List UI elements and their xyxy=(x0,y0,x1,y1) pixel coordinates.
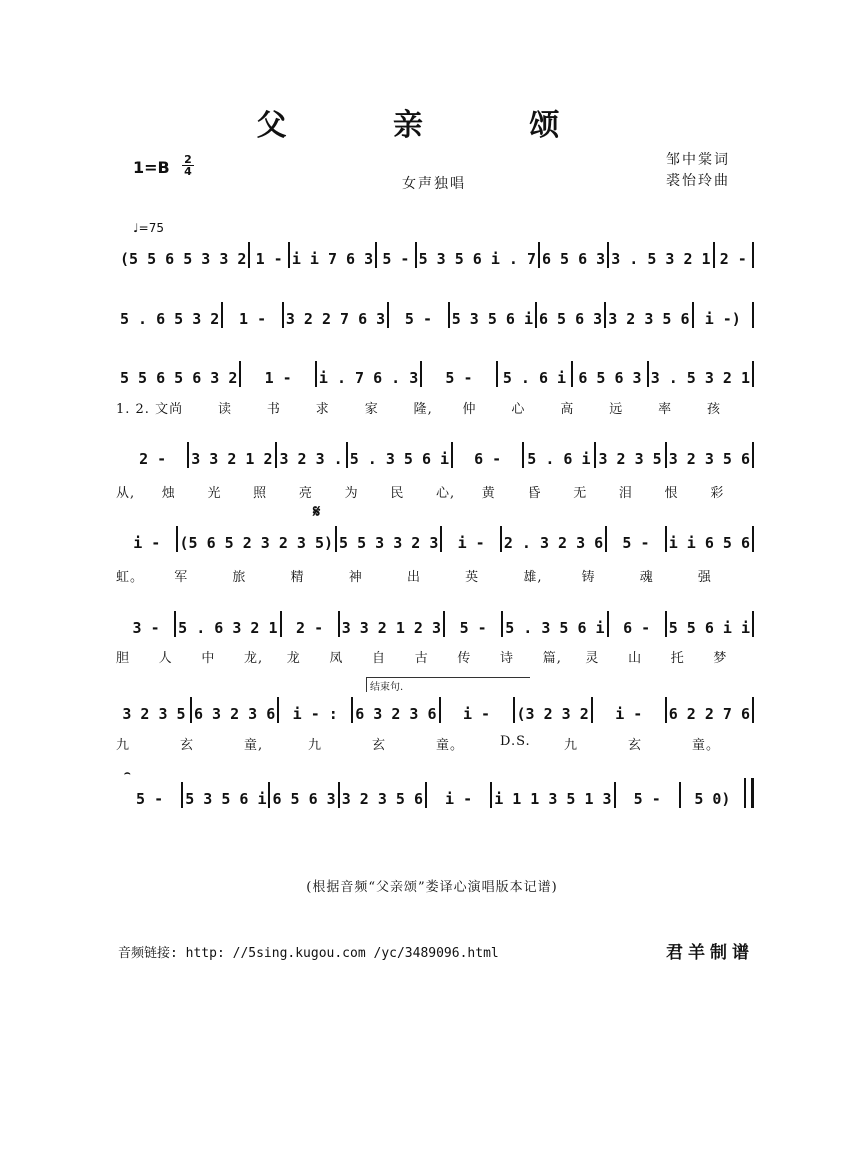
lyric-syllable: 远 xyxy=(609,402,624,417)
lyric-syllable: 龙 xyxy=(286,651,301,666)
barline xyxy=(679,782,681,808)
barline xyxy=(607,242,609,268)
barline xyxy=(282,302,284,328)
lyric-syllable: 求 xyxy=(315,402,330,417)
measure: 3 2 3 5 6 xyxy=(668,450,750,468)
lyric-syllable: 魂 xyxy=(639,570,654,585)
lyric-syllable: 自 xyxy=(372,651,387,666)
measure: 3 . 5 3 2 1 xyxy=(650,369,751,387)
barline xyxy=(752,526,754,552)
lyric-syllable: 尚 xyxy=(169,402,184,417)
barline xyxy=(346,442,348,468)
staff-line xyxy=(120,778,756,808)
measure: 5 - xyxy=(445,369,473,387)
lyric-syllable: D.S. xyxy=(500,734,531,749)
measure: 3 3 2 1 2 3 xyxy=(341,619,442,637)
measure: 2 . 3 2 3 6 xyxy=(503,534,604,552)
barline xyxy=(665,697,667,723)
staff-line xyxy=(120,238,756,268)
measure: 5 - xyxy=(382,250,410,268)
barline xyxy=(338,611,340,637)
measure: 3 2 3 5 xyxy=(598,450,662,468)
lyric-syllable: 灵 xyxy=(585,651,600,666)
lyric-line xyxy=(116,734,756,753)
barline xyxy=(752,302,754,328)
barline xyxy=(752,442,754,468)
barline xyxy=(752,611,754,637)
barline xyxy=(614,782,616,808)
measure: 5 - xyxy=(136,790,164,808)
barline xyxy=(448,302,450,328)
barline xyxy=(351,697,353,723)
source-note: (根据音频“父亲颂”娄译心演唱版本记谱) xyxy=(306,880,558,895)
lyric-syllable: 九 xyxy=(116,738,131,753)
key-signature: 1=B xyxy=(133,158,170,177)
measure: i - xyxy=(457,534,485,552)
measure: 5 3 5 6 i xyxy=(451,310,533,328)
barline xyxy=(375,242,377,268)
barline xyxy=(535,302,537,328)
barline xyxy=(665,611,667,637)
barline xyxy=(591,697,593,723)
measure: i - xyxy=(445,790,473,808)
lyric-syllable: 光 xyxy=(207,486,222,501)
barline xyxy=(239,361,241,387)
lyric-syllable: 出 xyxy=(406,570,421,585)
barline xyxy=(752,361,754,387)
measure: 5 - xyxy=(459,619,487,637)
composer: 裘怡玲曲 xyxy=(666,173,730,189)
time-signature-bottom: 4 xyxy=(184,165,192,178)
lyric-syllable: 无 xyxy=(573,486,588,501)
barline xyxy=(713,242,715,268)
measure: 3 2 3 5 6 xyxy=(341,790,423,808)
measure: 3 - xyxy=(132,619,160,637)
measure: i - xyxy=(133,534,161,552)
measure: (5 5 6 5 3 3 2 xyxy=(120,250,247,268)
lyric-syllable: 九 xyxy=(564,738,579,753)
measure: 2 - xyxy=(296,619,324,637)
measure: 6 3 2 3 6 xyxy=(355,705,437,723)
tempo-mark: ♩=75 xyxy=(133,221,164,235)
barline xyxy=(415,242,417,268)
lyric-syllable: 家 xyxy=(364,402,379,417)
measure: 2 - xyxy=(719,250,747,268)
lyric-syllable: 从, xyxy=(116,486,136,501)
lyric-syllable: 书 xyxy=(266,402,281,417)
measure: i -) xyxy=(704,310,741,328)
barline xyxy=(490,782,492,808)
measure: 5 . 3 5 6 i xyxy=(349,450,450,468)
barline xyxy=(571,361,573,387)
barline xyxy=(451,442,453,468)
barline xyxy=(594,442,596,468)
lyricist: 邹中棠词 xyxy=(666,152,730,168)
lyric-syllable: 雄, xyxy=(523,570,543,585)
barline xyxy=(744,778,754,808)
barline xyxy=(439,697,441,723)
lyric-syllable: 山 xyxy=(628,651,643,666)
measure: 5 . 6 i xyxy=(502,369,567,387)
measure: 6 - xyxy=(623,619,651,637)
barline xyxy=(522,442,524,468)
lyric-syllable: 为 xyxy=(344,486,359,501)
measure: 1 - xyxy=(255,250,283,268)
barline xyxy=(288,242,290,268)
lyric-syllable: 童。 xyxy=(436,738,465,753)
staff-line xyxy=(120,607,756,637)
measure: 3 2 3 . xyxy=(279,450,343,468)
lyric-syllable: 亮 xyxy=(298,486,313,501)
barline xyxy=(190,697,192,723)
barline xyxy=(221,302,223,328)
lyric-syllable: 心, xyxy=(436,486,456,501)
measure: 5 . 6 i xyxy=(527,450,591,468)
barline xyxy=(280,611,282,637)
measure: i i 6 5 6 xyxy=(668,534,750,552)
measure: 5 - xyxy=(622,534,650,552)
lyric-syllable: 玄 xyxy=(372,738,387,753)
lyric-syllable: 恨 xyxy=(664,486,679,501)
lyric-syllable: 仲 xyxy=(462,402,477,417)
barline xyxy=(440,526,442,552)
barline xyxy=(752,697,754,723)
barline xyxy=(538,242,540,268)
lyric-syllable: 梦 xyxy=(713,651,728,666)
barline xyxy=(605,526,607,552)
lyric-syllable: 传 xyxy=(457,651,472,666)
staff-line xyxy=(120,522,756,552)
lyric-syllable: 1. 2. 文 xyxy=(116,402,170,417)
barline xyxy=(607,611,609,637)
lyric-syllable: 彩 xyxy=(710,486,725,501)
measure: i 1 1 3 5 1 3 xyxy=(494,790,612,808)
lyric-syllable: 神 xyxy=(348,570,363,585)
measure: 5 0) xyxy=(694,790,731,808)
time-signature-top: 2 xyxy=(182,154,194,166)
lyric-syllable: 军 xyxy=(174,570,189,585)
measure: 5 3 5 6 i . 7 xyxy=(418,250,536,268)
barline xyxy=(315,361,317,387)
staff-line xyxy=(120,438,756,468)
volta-ending: 结束句. xyxy=(366,677,530,692)
lyric-syllable: 龙, xyxy=(244,651,264,666)
measure: 5 . 3 5 6 i xyxy=(505,619,605,637)
measure: i . 7 6 . 3 xyxy=(318,369,419,387)
barline xyxy=(665,526,667,552)
measure: 2 - xyxy=(139,450,167,468)
lyric-syllable: 托 xyxy=(670,651,685,666)
measure: 3 2 3 5 xyxy=(122,705,186,723)
barline xyxy=(176,526,178,552)
lyric-syllable: 黄 xyxy=(481,486,496,501)
lyric-syllable: 高 xyxy=(560,402,575,417)
barline xyxy=(501,611,503,637)
measure: i i 7 6 3 xyxy=(291,250,374,268)
measure: 6 5 6 3 xyxy=(542,250,606,268)
fermata-mark: ⌢ xyxy=(124,768,131,779)
lyric-syllable: 旅 xyxy=(232,570,247,585)
barline xyxy=(275,442,277,468)
lyric-syllable: 童, xyxy=(244,738,264,753)
lyric-syllable: 心 xyxy=(511,402,526,417)
lyric-syllable: 精 xyxy=(290,570,305,585)
measure: 3 3 2 1 2 xyxy=(191,450,273,468)
barline xyxy=(268,782,270,808)
lyric-syllable: 民 xyxy=(390,486,405,501)
measure: 5 5 3 3 2 3 xyxy=(339,534,439,552)
lyric-syllable: 九 xyxy=(308,738,323,753)
barline xyxy=(338,782,340,808)
barline xyxy=(647,361,649,387)
measure: 5 . 6 5 3 2 xyxy=(120,310,220,328)
lyric-syllable: 铸 xyxy=(581,570,596,585)
measure: i - : xyxy=(292,705,338,723)
barline xyxy=(604,302,606,328)
measure: 6 2 2 7 6 xyxy=(668,705,751,723)
lyric-syllable: 玄 xyxy=(180,738,195,753)
measure: 6 5 6 3 xyxy=(539,310,603,328)
barline xyxy=(187,442,189,468)
lyric-syllable: 孩 xyxy=(707,402,722,417)
measure: 5 - xyxy=(404,310,432,328)
measure: 5 3 5 6 i xyxy=(185,790,267,808)
measure: i - xyxy=(615,705,643,723)
lyric-syllable: 古 xyxy=(414,651,429,666)
barline xyxy=(500,526,502,552)
measure: 5 - xyxy=(633,790,661,808)
staff-line xyxy=(120,298,756,328)
lyric-syllable: 昏 xyxy=(527,486,542,501)
lyric-line xyxy=(116,482,756,501)
barline xyxy=(277,697,279,723)
lyric-syllable: 英 xyxy=(465,570,480,585)
measure: 1 - xyxy=(264,369,292,387)
measure: 5 5 6 i i xyxy=(668,619,750,637)
lyric-syllable: 中 xyxy=(201,651,216,666)
lyric-syllable: 烛 xyxy=(161,486,176,501)
measure: 5 5 6 5 6 3 2 xyxy=(120,369,238,387)
barline xyxy=(335,526,337,552)
barline xyxy=(425,782,427,808)
lyric-syllable: 泪 xyxy=(618,486,633,501)
barline xyxy=(665,442,667,468)
lyric-syllable: 照 xyxy=(253,486,268,501)
measure: 1 - xyxy=(239,310,267,328)
performance-type: 女声独唱 xyxy=(402,176,466,192)
measure: 3 2 3 5 6 xyxy=(608,310,690,328)
lyric-syllable: 读 xyxy=(217,402,232,417)
lyric-syllable: 强 xyxy=(697,570,712,585)
lyric-syllable: 篇, xyxy=(542,651,562,666)
lyric-line xyxy=(116,398,756,417)
barline xyxy=(387,302,389,328)
barline xyxy=(181,782,183,808)
audio-link: 音频链接: http: //5sing.kugou.com /yc/3489096.html xyxy=(118,946,499,961)
barline xyxy=(752,242,754,268)
staff-line xyxy=(120,357,756,387)
barline xyxy=(420,361,422,387)
lyric-syllable: 诗 xyxy=(500,651,515,666)
lyric-line xyxy=(116,647,756,666)
measure: 6 5 6 3 xyxy=(578,369,642,387)
lyric-syllable: 隆, xyxy=(413,402,433,417)
barline xyxy=(496,361,498,387)
credits xyxy=(666,150,730,192)
measure: 3 2 2 7 6 3 xyxy=(285,310,386,328)
measure: 6 5 6 3 xyxy=(272,790,336,808)
measure: i - xyxy=(462,705,491,723)
song-title: 父 亲 颂 xyxy=(256,108,608,143)
time-signature xyxy=(182,154,194,177)
lyric-line xyxy=(116,566,756,585)
measure: (3 2 3 2 xyxy=(516,705,589,723)
lyric-syllable: 虹。 xyxy=(116,570,145,585)
segno-sign: 𝄋 xyxy=(313,502,321,522)
lyric-syllable: 人 xyxy=(158,651,173,666)
barline xyxy=(443,611,445,637)
barline xyxy=(248,242,250,268)
measure: 6 3 2 3 6 xyxy=(193,705,276,723)
lyric-syllable: 胆 xyxy=(116,651,131,666)
barline xyxy=(513,697,515,723)
measure: 3 . 5 3 2 1 xyxy=(611,250,711,268)
measure: (5 6 5 2 3 2 3 5) xyxy=(179,534,334,552)
lyric-syllable: 童。 xyxy=(692,738,721,753)
lyric-syllable: 玄 xyxy=(628,738,643,753)
barline xyxy=(692,302,694,328)
lyric-syllable: 率 xyxy=(658,402,673,417)
measure: 5 . 6 3 2 1 xyxy=(178,619,278,637)
transcriber-signature: 君羊制谱 xyxy=(666,943,754,963)
lyric-syllable: 凤 xyxy=(329,651,344,666)
measure: 6 - xyxy=(474,450,502,468)
staff-line xyxy=(120,693,756,723)
barline xyxy=(174,611,176,637)
